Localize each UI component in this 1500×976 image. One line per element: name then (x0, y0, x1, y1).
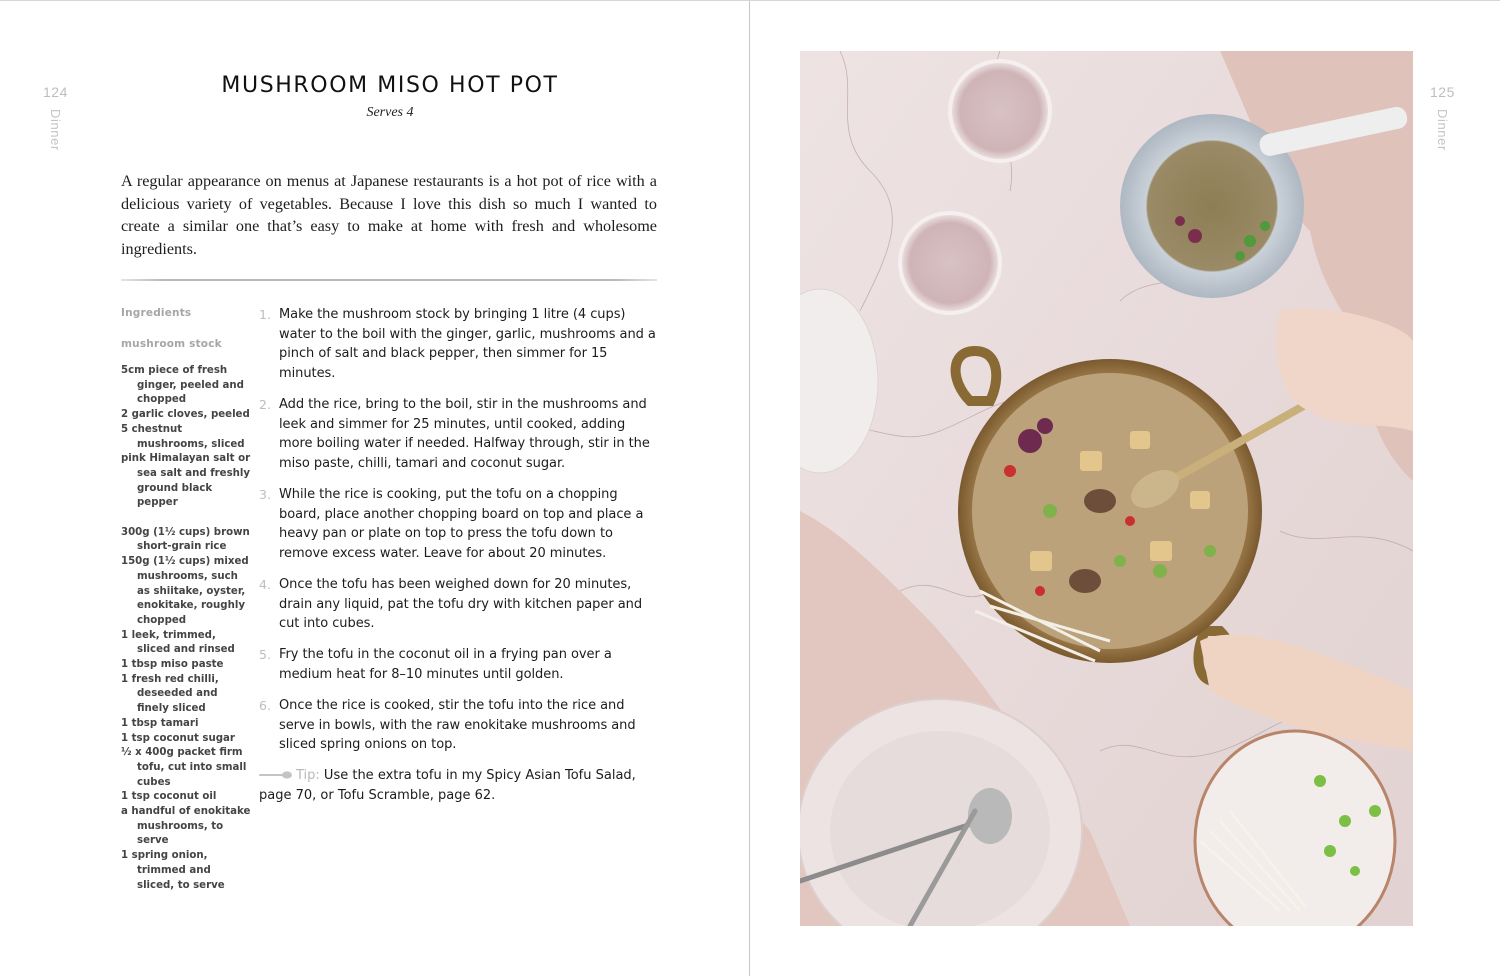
step-number: 1. (259, 307, 271, 322)
stock-ingredient-list (121, 364, 251, 511)
running-head-left: Dinner (48, 109, 63, 151)
step-number: 4. (259, 576, 271, 592)
ingredient-item: 5cm piece of fresh ginger, peeled and chopped (121, 365, 244, 406)
recipe-tip (259, 766, 659, 805)
method-step (259, 696, 659, 755)
ingredient-item: 300g (1½ cups) brown short-grain rice (121, 526, 250, 553)
method-step (259, 645, 659, 684)
method-step (259, 485, 659, 563)
page-number-left: 124 (43, 84, 68, 100)
ingredient-item: 1 tsp coconut oil (121, 791, 217, 803)
recipe-photo (800, 51, 1413, 926)
step-text: Once the rice is cooked, stir the tofu into the rice and serve in bowls, with the raw enokitake mushrooms and sliced spring onions on top. (279, 698, 636, 753)
ingredient-item: 1 leek, trimmed, sliced and rinsed (121, 629, 235, 656)
page-number-right: 125 (1430, 84, 1455, 100)
ingredients-column (121, 307, 251, 893)
section-divider (121, 279, 657, 281)
method-step (259, 575, 659, 634)
ingredient-item: 150g (1½ cups) mixed mushrooms, such as shiitake, oyster, enokitake, roughly chopped (121, 556, 249, 626)
left-page (0, 1, 750, 976)
ingredients-heading: Ingredients (121, 307, 192, 319)
main-ingredient-list (121, 526, 251, 894)
ingredient-spacer (121, 511, 251, 526)
recipe-intro: A regular appearance on menus at Japanese restaurants is a hot pot of rice with a delicious variety of vegetables. Because I love this dish so much I wanted to create a similar one that’s easy to make at home with fresh and wholesome ingredients. (121, 172, 657, 258)
step-number: 3. (259, 486, 271, 502)
ingredient-item: 2 garlic cloves, peeled (121, 409, 250, 421)
ingredient-item: ½ x 400g packet firm tofu, cut into small cubes (121, 747, 247, 788)
step-text: Once the tofu has been weighed down for 20 minutes, drain any liquid, pat the tofu dry with kitchen paper and cut into cubes. (279, 576, 643, 632)
method-step (259, 395, 659, 473)
ingredient-item: 1 spring onion, trimmed and sliced, to serve (121, 850, 225, 891)
step-number: 5. (259, 647, 271, 663)
tip-text: Use the extra tofu in my Spicy Asian Tofu Salad, page 70, or Tofu Scramble, page 62. (259, 768, 636, 804)
method-step (259, 305, 659, 383)
spoon-icon (259, 770, 293, 780)
step-text: Add the rice, bring to the boil, stir in the mushrooms and leek and simmer for 25 minutes, until cooked, adding more boiling water if needed. Halfway through, stir in the miso paste, chilli, tamari and coconut sugar. (279, 396, 650, 471)
ingredient-item: 1 fresh red chilli, deseeded and finely sliced (121, 673, 219, 715)
step-text: Make the mushroom stock by bringing 1 litre (4 cups) water to the boil with the ginger, garlic, mushrooms and a pinch of salt and black pepper, then simmer for 15 minutes. (279, 307, 656, 381)
tip-label: Tip: (296, 768, 320, 784)
step-number: 2. (259, 396, 271, 412)
stock-subheading: mushroom stock (121, 338, 222, 350)
ingredient-item: pink Himalayan salt or sea salt and freshly ground black pepper (121, 453, 251, 509)
step-text: Fry the tofu in the coconut oil in a frying pan over a medium heat for 8–10 minutes until golden. (279, 647, 612, 682)
step-text: While the rice is cooking, put the tofu on a chopping board, place another chopping board on top and place a heavy pan or plate on top to press the tofu down to remove excess water. Leave for about 20 minutes. (279, 486, 644, 561)
ingredient-item: a handful of enokitake mushrooms, to serve (121, 806, 251, 847)
method-column (259, 305, 659, 806)
ingredient-item: 1 tbsp miso paste (121, 659, 224, 671)
ingredient-item: 1 tsp coconut sugar (121, 732, 235, 744)
running-head-right: Dinner (1435, 109, 1450, 151)
step-number: 6. (259, 698, 271, 714)
ingredient-item: 1 tbsp tamari (121, 717, 199, 729)
food-photo-illustration (800, 51, 1413, 926)
recipe-serves: Serves 4 (366, 105, 414, 120)
ingredient-item: 5 chestnut mushrooms, sliced (121, 423, 245, 450)
recipe-title: MUSHROOM MISO HOT POT (221, 73, 559, 98)
